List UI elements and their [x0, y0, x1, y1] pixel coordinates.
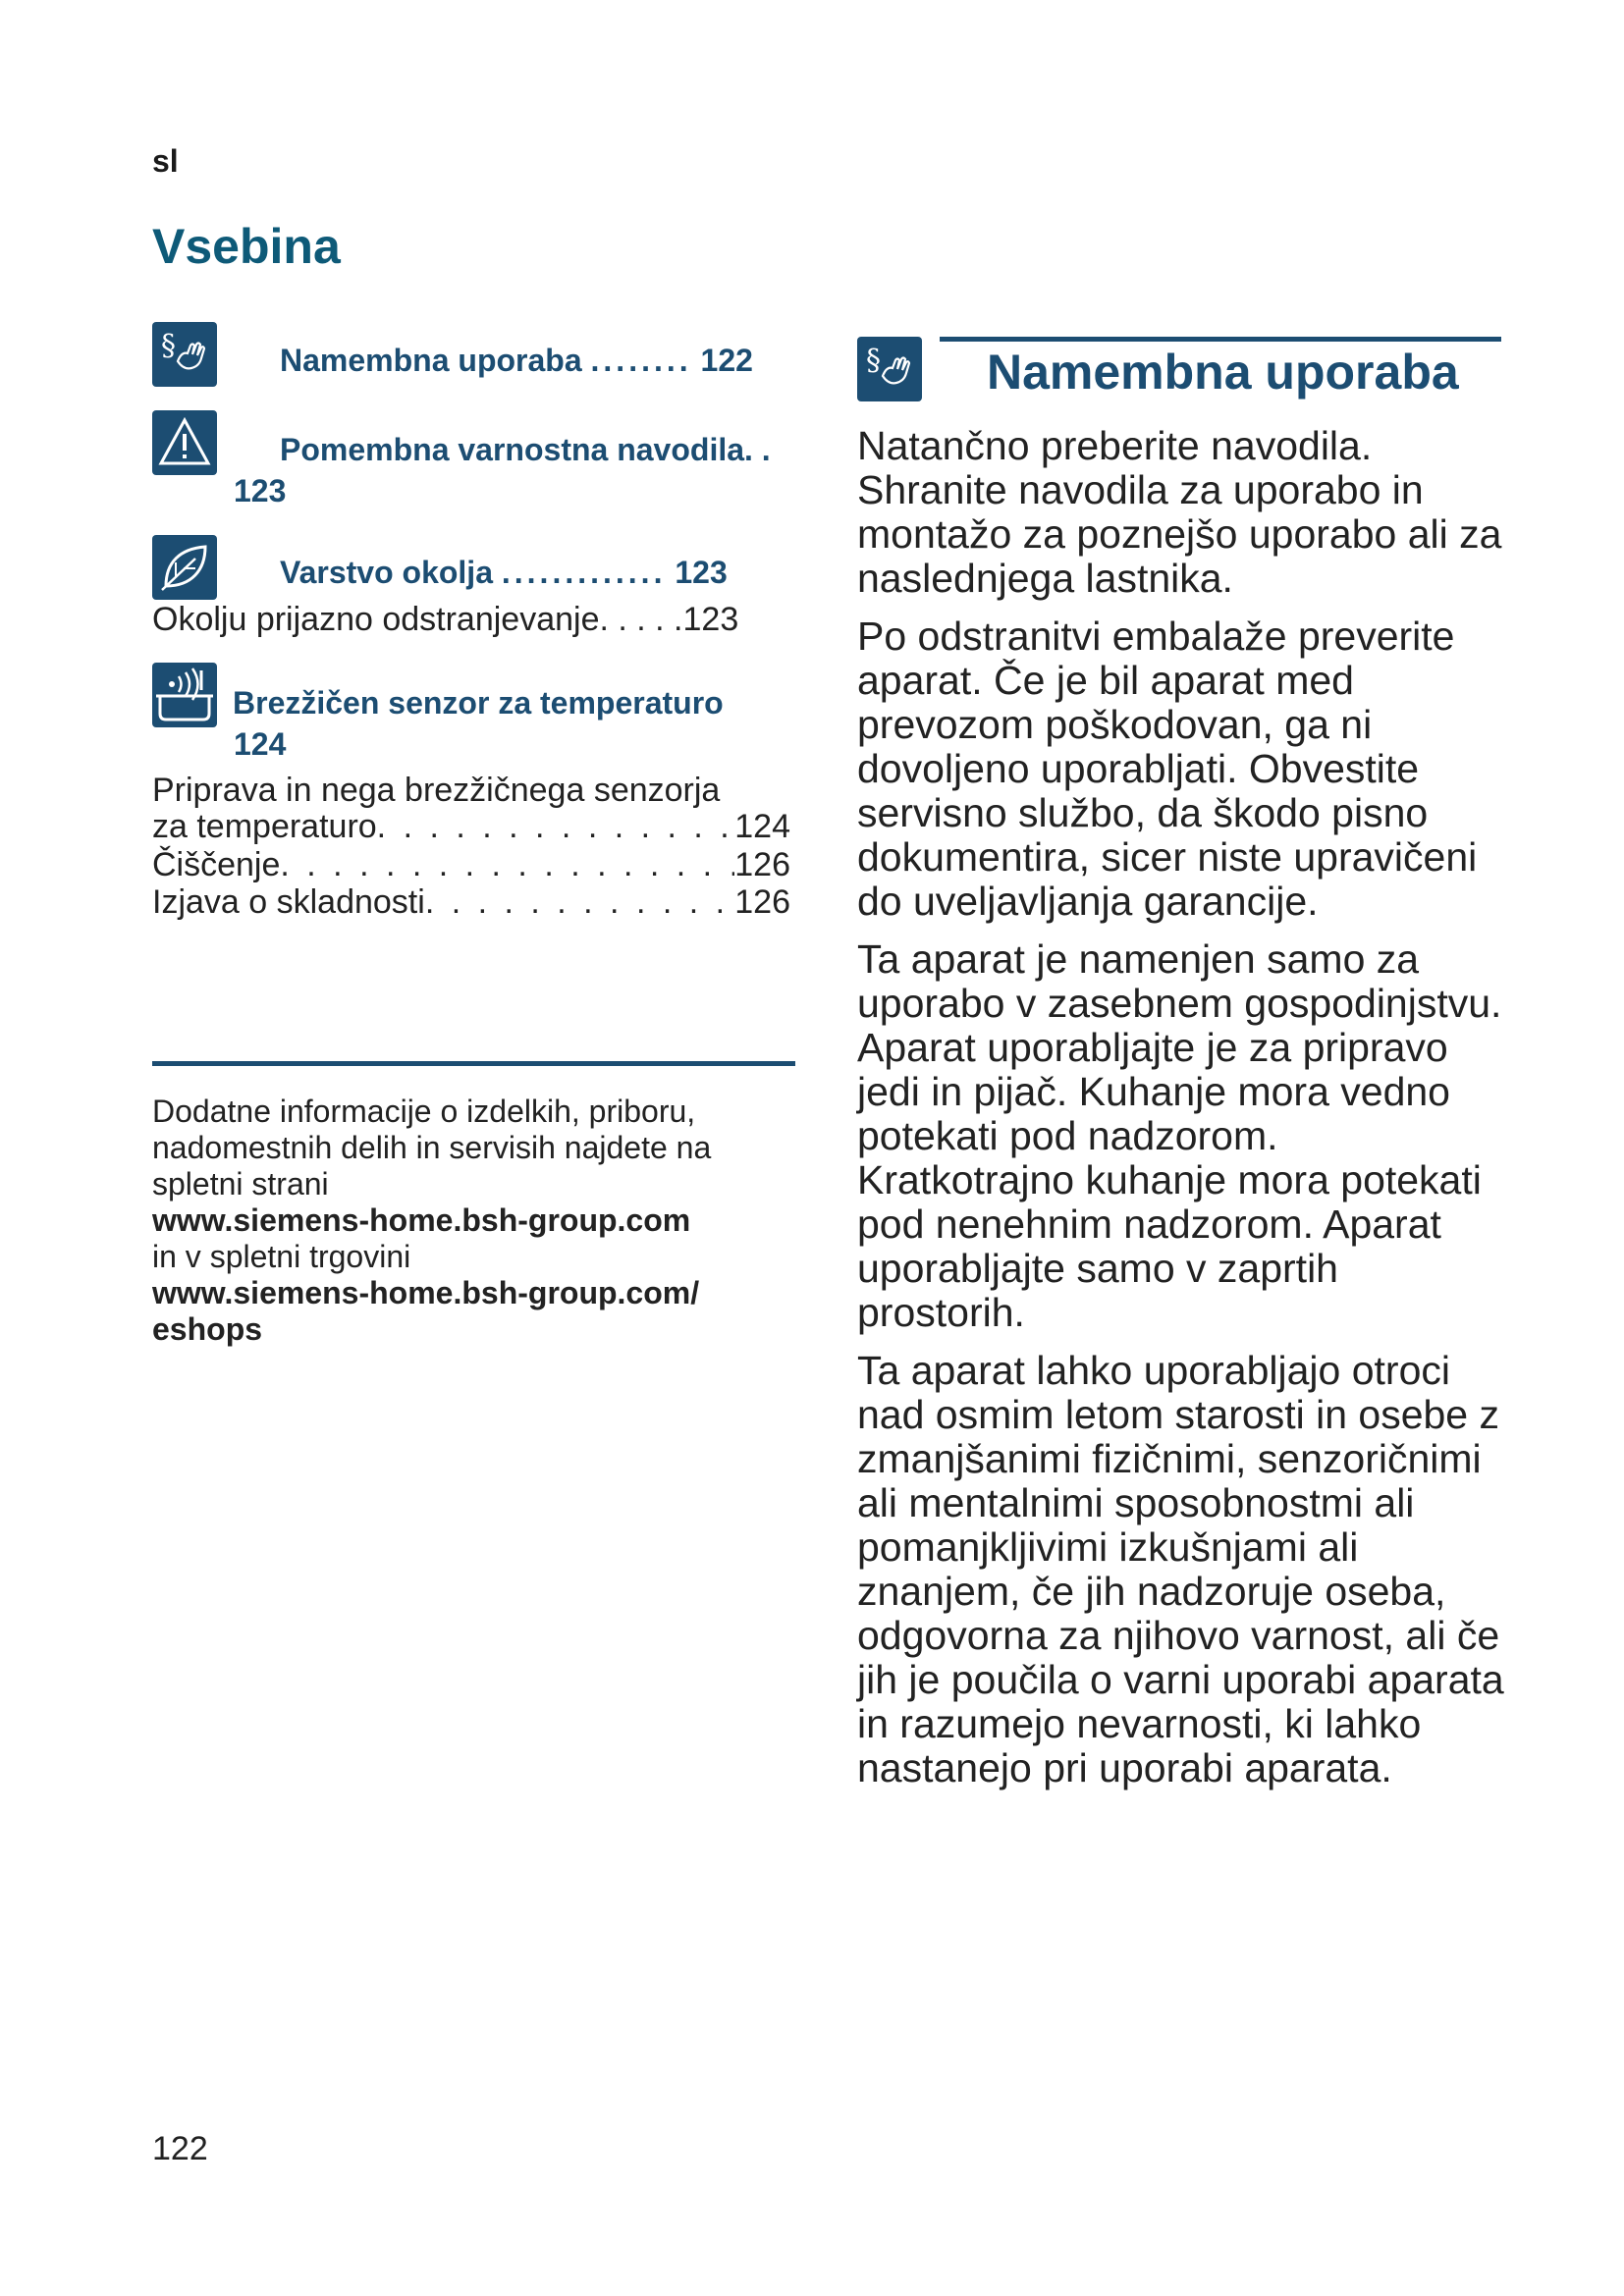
section-title: Namembna uporaba	[987, 345, 1459, 400]
body-paragraph: Po odstranitvi embalaže preverite aparat. Če je bil aparat med prevozom poškodovan, ga ni dovoljeno uporabljati. Obvestite servisno službo, da škodo pisno dokumentira, sicer niste upravičeni do uveljavljanja garancije.	[857, 614, 1478, 924]
svg-text:§: §	[866, 344, 881, 378]
toc-subentry-line1[interactable]: Priprava in nega brezžičnega senzorja	[152, 772, 721, 809]
toc-entry-title[interactable]: Brezžičen senzor za temperaturo	[233, 685, 724, 721]
toc-entry-page: 123	[234, 473, 287, 508]
divider	[152, 1061, 795, 1066]
info-text-2: in v spletni trgovini	[152, 1239, 411, 1274]
toc-subentry[interactable]: Čiščenje . . . 126	[152, 846, 790, 884]
language-code: sl	[152, 143, 179, 179]
toc-title: Vsebina	[152, 219, 341, 274]
toc-subentry[interactable]: Izjava o skladnosti . . . 126	[152, 883, 790, 922]
eshop-link-line2[interactable]: eshops	[152, 1311, 263, 1347]
paragraph-hand-icon	[857, 337, 922, 401]
toc-subentry[interactable]: Okolju prijazno odstranjevanje. . . . .123	[152, 601, 739, 638]
wireless-sensor-pot-icon	[152, 663, 217, 727]
leaf-icon	[152, 535, 217, 600]
toc-entry-title[interactable]: Namembna uporaba ........ 122	[280, 343, 753, 378]
toc-entry-title[interactable]: Pomembna varnostna navodila. .	[280, 432, 771, 467]
toc-entry-page: 124	[234, 726, 287, 762]
toc-subentry[interactable]: za temperaturo . . . 124	[152, 808, 790, 846]
toc-entry-title[interactable]: Varstvo okolja ............. 123	[280, 555, 728, 590]
warning-triangle-icon	[152, 410, 217, 475]
body-paragraph: Natančno preberite navodila. Shranite navodila za uporabo in montažo za poznejšo uporabo ali za naslednjega lastnika.	[857, 423, 1502, 601]
info-block	[152, 1094, 800, 1348]
info-text: Dodatne informacije o izdelkih, priboru, nadomestnih delih in servisih najdete na spletni strani	[152, 1094, 712, 1201]
section-body	[857, 424, 1505, 1804]
svg-text:§: §	[161, 329, 176, 363]
paragraph-hand-icon	[152, 322, 217, 387]
body-paragraph: Ta aparat je namenjen samo za uporabo v zasebnem gospodinjstvu. Aparat uporabljajte je za pripravo jedi in pijač. Kuhanje mora vedno potekati pod nadzorom. Kratkotrajno kuhanje mora potekati pod nenehnim nadzorom. Aparat uporabljajte samo v zaprtih prostorih.	[857, 936, 1502, 1335]
eshop-link-line1[interactable]: www.siemens-home.bsh-group.com/	[152, 1275, 700, 1310]
website-link[interactable]: www.siemens-home.bsh-group.com	[152, 1202, 691, 1238]
body-paragraph: Ta aparat lahko uporabljajo otroci nad osmim letom starosti in osebe z zmanjšanimi fizičnimi, senzoričnimi ali mentalnimi sposobnostmi ali pomanjkljivimi izkušnjami ali znanjem, če jih nadzoruje oseba, odgovorna za njihovo varnost, ali če jih je poučila o varni uporabi aparata in razumejo nevarnosti, ki lahko nastanejo pri uporabi aparata.	[857, 1348, 1504, 1790]
page-number: 122	[152, 2130, 208, 2167]
section-rule	[940, 337, 1501, 342]
